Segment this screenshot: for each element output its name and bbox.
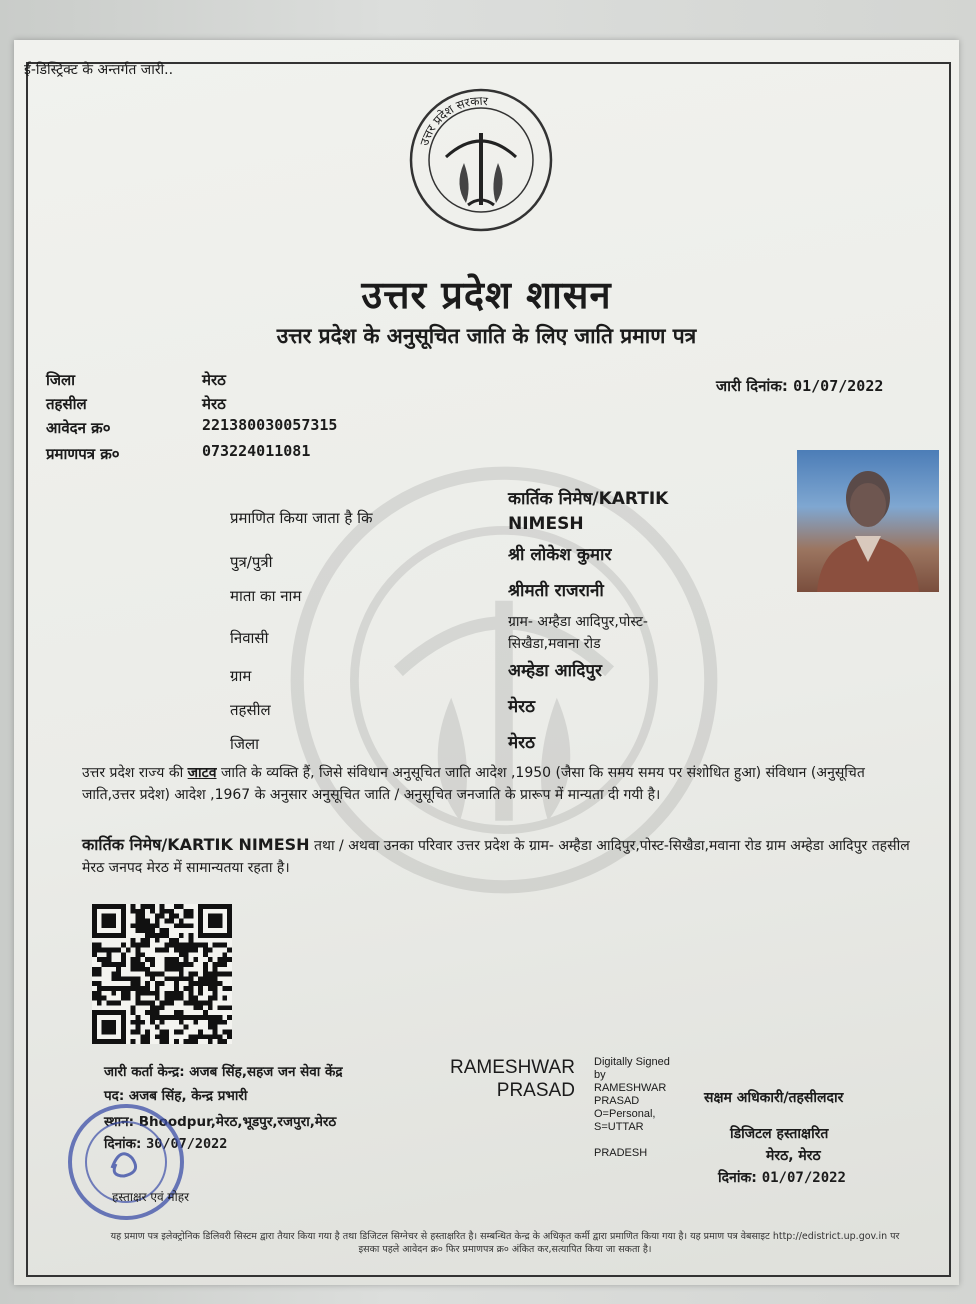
verification-qr-code [92, 904, 232, 1044]
authority-date-value: 01/07/2022 [761, 1170, 846, 1186]
application-no-value: 221380030057315 [202, 416, 338, 434]
signature-and-seal-label: हस्ताक्षर एवं मोहर [112, 1190, 190, 1204]
verification-footer: यह प्रमाण पत्र इलेक्ट्रोनिक डिलिवरी सिस्टम द्वारा तैयार किया गया है तथा डिजिटल सिग्नेचर से हस्ताक्षरित है। सम्बन्धित केन्द्र के अधिकृत कर्मी द्वारा प्रमाणित किया गया है। यह प्रमाण पत्र वेबसाइट http://edistrict.up.gov.in पर इसका पहले आवेदन क्र० फिर प्रमाणपत्र क्र० अंकित कर,सत्यापित किया जा सकता है। [110, 1231, 900, 1255]
digital-signature-line: S=UTTAR [594, 1121, 644, 1133]
edistrict-note: ई-डिस्ट्रिक्ट के अन्तर्गत जारी.. [24, 62, 174, 78]
issuer-place: स्थान: Bhoodpur,मेरठ,भूडपुर,रजपुरा,मेरठ [104, 1114, 337, 1130]
document-title: उत्तर प्रदेश शासन [361, 272, 612, 317]
digital-signature-line: by [594, 1069, 606, 1081]
district-label: जिला [46, 371, 76, 389]
address-line2: सिखैडा,मवाना रोड [508, 636, 601, 652]
certified-label: प्रमाणित किया जाता है कि [230, 509, 373, 527]
issuer-post: पद: अजब सिंह, केन्द्र प्रभारी [104, 1088, 248, 1104]
address-line1: ग्राम- अम्हैडा आदिपुर,पोस्ट- [508, 614, 648, 630]
certificate-no-label: प्रमाणपत्र क्र० [46, 445, 120, 463]
certificate-no-value: 073224011081 [202, 442, 311, 460]
digital-signer-name-line1: RAMESHWAR [450, 1057, 575, 1078]
tehsil-field-value: मेरठ [508, 697, 535, 717]
applicant-name-line2: NIMESH [508, 514, 584, 534]
up-government-emblem [406, 85, 556, 235]
applicant-photo [797, 450, 939, 592]
digital-signer-name-line2: PRASAD [496, 1080, 575, 1101]
tehsil-value: मेरठ [202, 395, 226, 413]
digital-signature-line [594, 1134, 670, 1147]
applicant-photo-image [797, 450, 939, 592]
digital-signer-name [450, 1056, 575, 1102]
caste-statement [82, 762, 922, 806]
residence-statement-name: कार्तिक निमेष/KARTIK NIMESH [82, 835, 310, 854]
issuer-date-label: दिनांक: [104, 1136, 142, 1152]
son-daughter-of-label: पुत्र/पुत्री [230, 553, 273, 571]
applicant-name: कार्तिक निमेष/KARTIK [508, 489, 669, 509]
authority-date-label: दिनांक: [718, 1170, 757, 1186]
digital-signature-line: PRASAD [594, 1095, 640, 1107]
residence-statement-text: तथा / अथवा उनका परिवार उत्तर प्रदेश के ग्राम- अम्हैडा आदिपुर,पोस्ट-सिखैडा,मवाना रोड ग्राम अम्हेडा आदिपुर तहसील मेरठ जनपद मेरठ में सामान्यतया रहता है। [82, 838, 910, 876]
issue-date-value: 01/07/2022 [793, 377, 884, 395]
tehsil-label: तहसील [46, 395, 87, 413]
father-name: श्री लोकेश कुमार [508, 545, 612, 565]
mother-name-label: माता का नाम [230, 587, 302, 605]
caste-name: जाटव [187, 765, 217, 781]
tehsil-field-label: तहसील [230, 701, 271, 719]
issue-date [716, 376, 883, 396]
certificate-sheet [14, 40, 959, 1285]
digital-signature-line: O=Personal, [594, 1108, 656, 1120]
district-field-label: जिला [230, 735, 260, 753]
mother-name: श्रीमती राजरानी [508, 581, 604, 601]
competent-authority-title: सक्षम अधिकारी/तहसीलदार [704, 1090, 844, 1106]
issue-date-label: जारी दिनांक: [716, 377, 788, 395]
residence-statement [82, 834, 922, 879]
village-value: अम्हेडा आदिपुर [508, 661, 602, 681]
caste-statement-post: जाति के व्यक्ति हैं, जिसे संविधान अनुसूचित जाति आदेश ,1950 (जैसा कि समय समय पर संशोधित हुआ) संविधान (अनुसूचित जाति,उत्तर प्रदेश) आदेश ,1967 के अनुसार अनुसूचित जाति / अनुसूचित जनजाति के प्रारूप में मान्यता दी गयी है। [82, 765, 865, 803]
svg-text:उत्तर प्रदेश सरकार [417, 94, 489, 148]
authority-place: मेरठ, मेरठ [766, 1148, 821, 1164]
document-subtitle: उत्तर प्रदेश के अनुसूचित जाति के लिए जाति प्रमाण पत्र [276, 324, 697, 348]
issuer-date-value: 30/07/2022 [146, 1136, 228, 1152]
digital-signature-line: PRADESH [594, 1147, 648, 1159]
district-field-value: मेरठ [508, 733, 535, 753]
digital-signature-line: Digitally Signed [594, 1056, 670, 1068]
caste-statement-pre: उत्तर प्रदेश राज्य की [82, 765, 184, 781]
emblem-text: उत्तर प्रदेश सरकार [417, 93, 489, 148]
digital-signature-details [594, 1056, 670, 1160]
resident-label: निवासी [230, 629, 269, 647]
authority-date [718, 1168, 846, 1187]
digitally-signed-note: डिजिटल हस्ताक्षरित [730, 1126, 829, 1142]
application-no-label: आवेदन क्र० [46, 419, 111, 437]
issuing-center: जारी कर्ता केन्द्र: अजब सिंह,सहज जन सेवा केंद्र [104, 1064, 343, 1080]
digital-signature-line: RAMESHWAR [594, 1082, 667, 1094]
district-value: मेरठ [202, 371, 226, 389]
village-label: ग्राम [230, 667, 252, 685]
